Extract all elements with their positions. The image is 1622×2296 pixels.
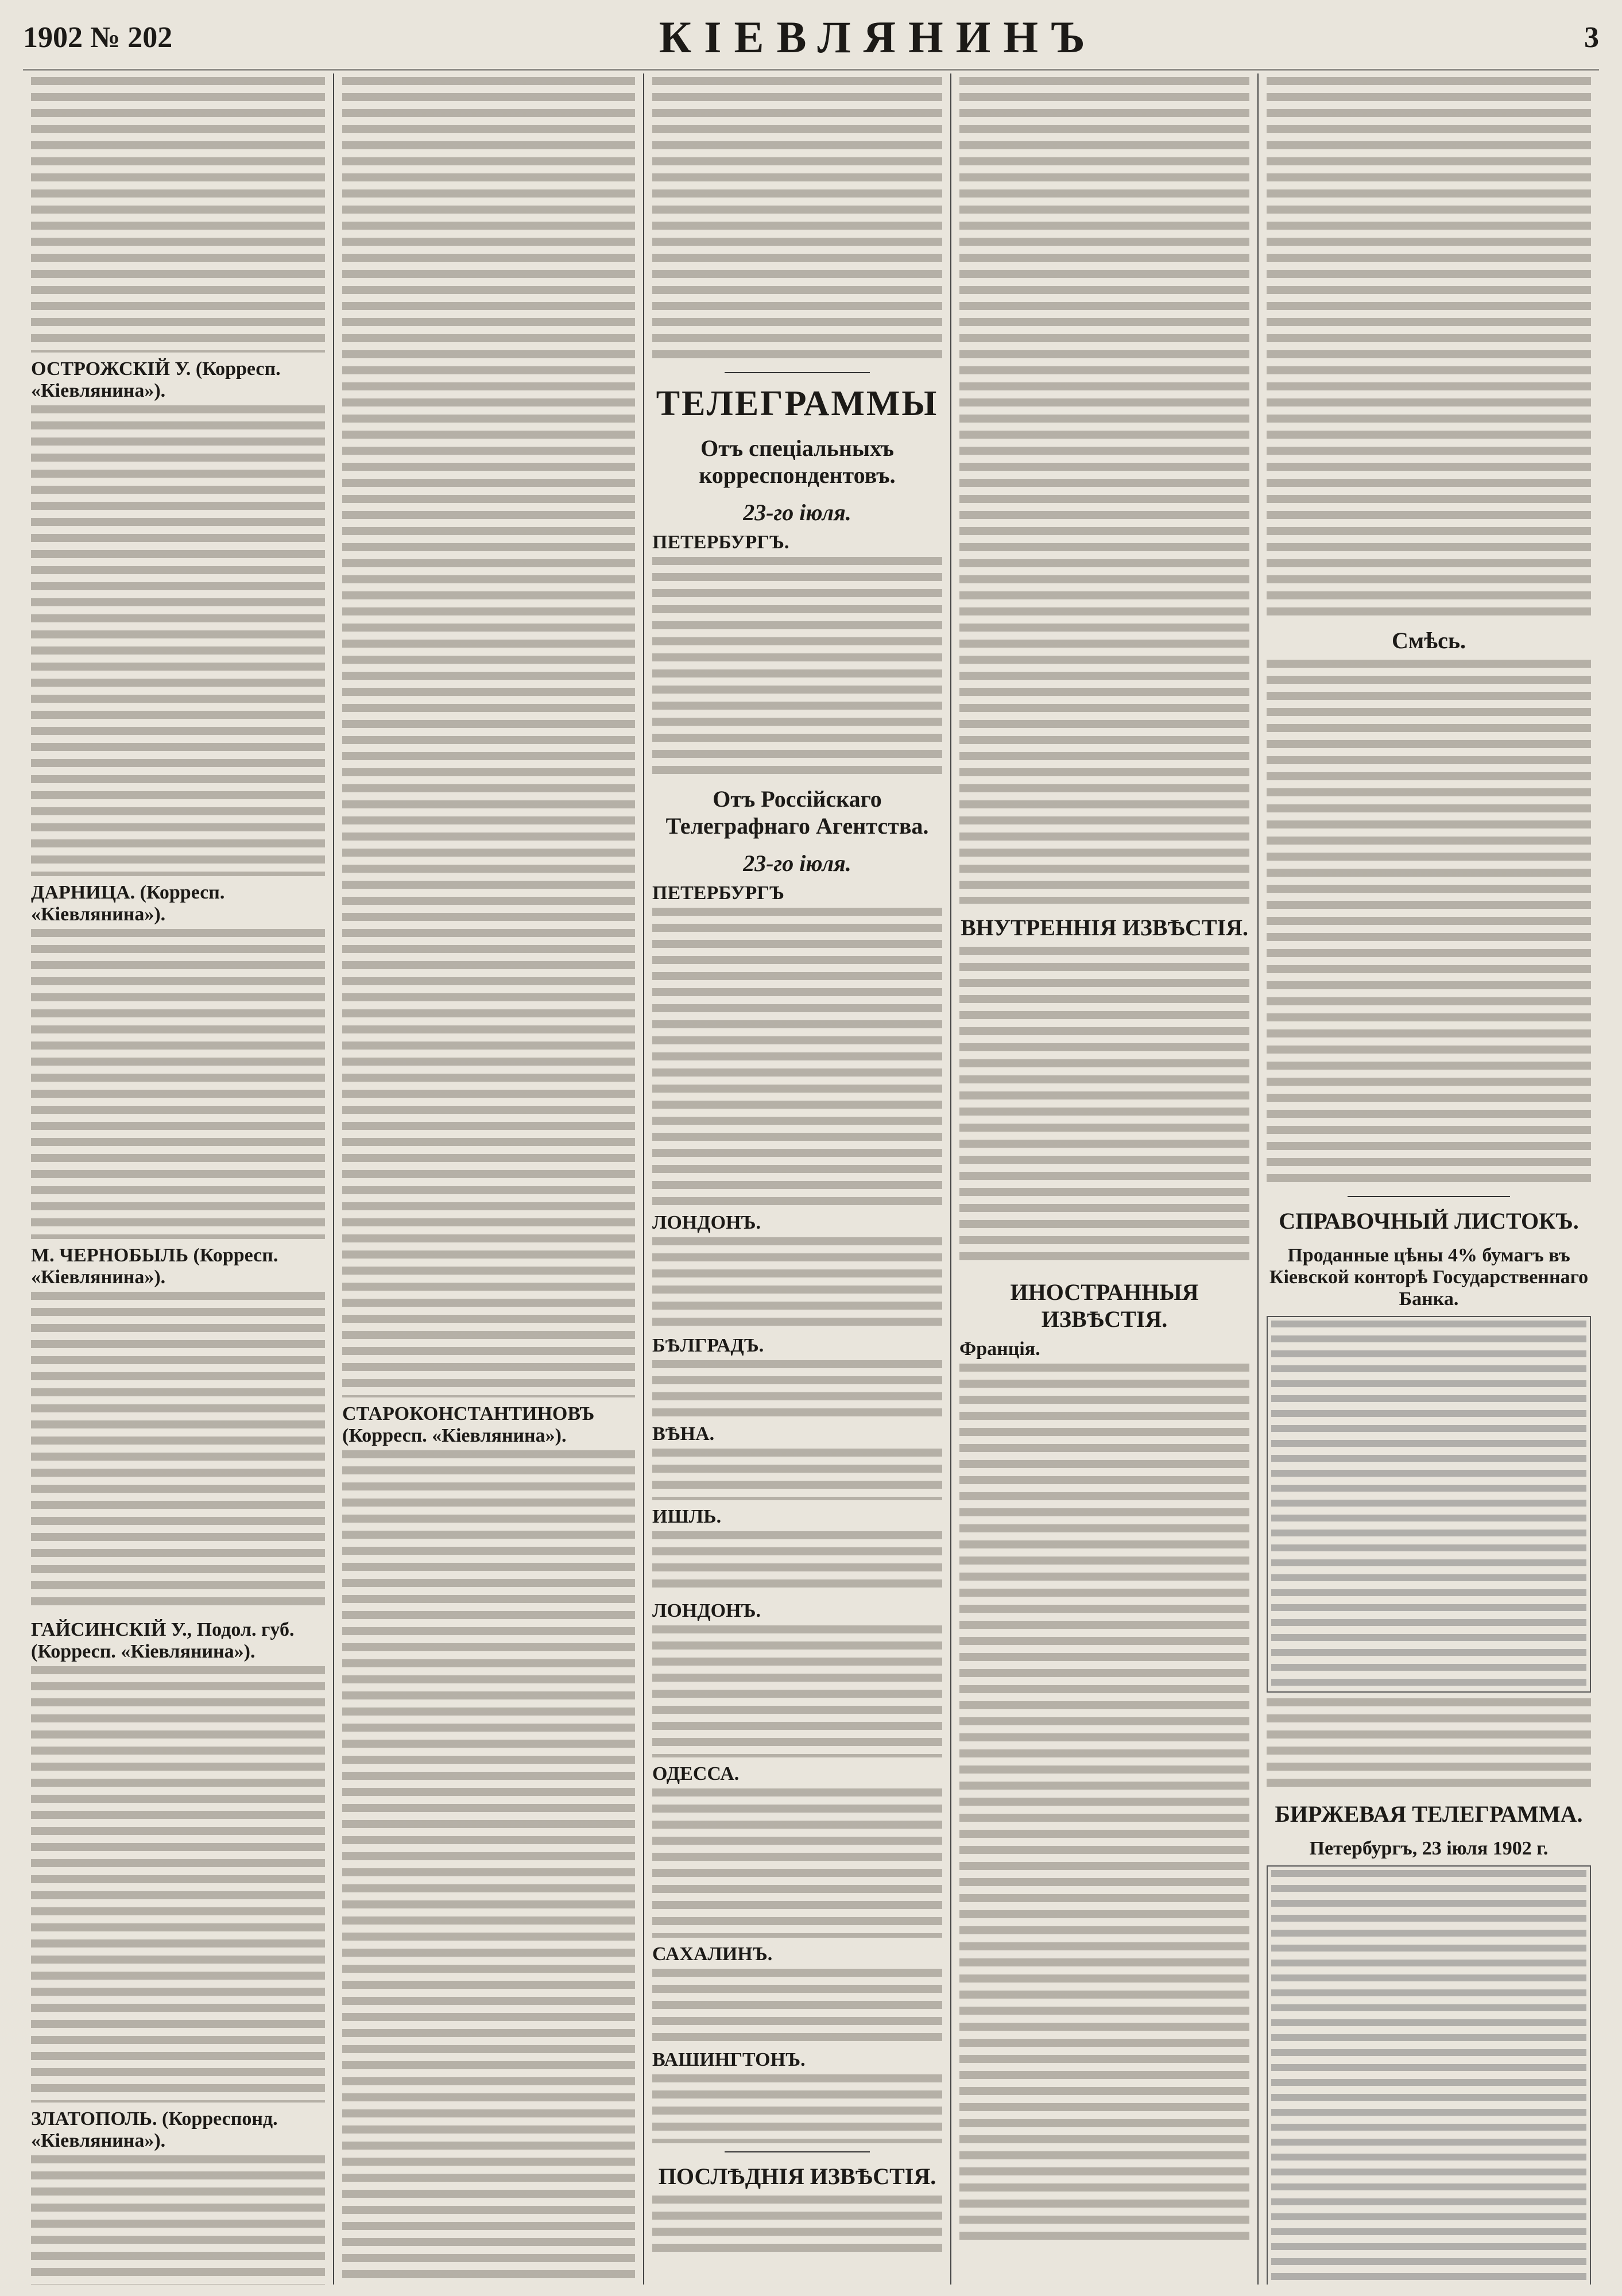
text-block [1267, 77, 1591, 617]
dateline: Франція. [959, 1338, 1040, 1360]
text-block [652, 1449, 942, 1500]
dateline: ВАШИНГТОНЪ. [652, 2049, 806, 2070]
section-subtitle: Петербургъ, 23 іюля 1902 г. [1309, 1838, 1549, 1859]
page-number: 3 [1584, 21, 1599, 54]
text-block [1267, 1698, 1591, 1790]
text-block [31, 929, 325, 1239]
masthead [23, 6, 1599, 71]
text-block [342, 77, 635, 1397]
dateline: ДАРНИЦА. (Корресп. «Кіевлянина»). [31, 882, 225, 925]
column-1 [23, 73, 333, 2285]
text-block [652, 1237, 942, 1329]
dateline: М. ЧЕРНОБЫЛЬ (Корресп. «Кіевлянина»). [31, 1245, 278, 1288]
text-block [652, 1625, 942, 1757]
section-subtitle: Отъ спеціальныхъ корреспондентовъ. [699, 435, 896, 488]
section-title: ПОСЛѢДНІЯ ИЗВѢСТІЯ. [658, 2163, 936, 2189]
section-title: ВНУТРЕННІЯ ИЗВѢСТІЯ. [960, 915, 1249, 940]
table-rows [1271, 1321, 1586, 1688]
securities-table [1267, 1316, 1591, 1693]
text-block [652, 2196, 942, 2253]
issue-number: 1902 № 202 [23, 21, 173, 54]
text-block [31, 1666, 325, 2103]
dateline: ЗЛАТОПОЛЬ. (Корреспонд. «Кіевлянина»). [31, 2108, 278, 2151]
text-block [31, 405, 325, 876]
section-subtitle: Проданные цѣны 4% бумагъ въ Кіевской конторѣ Государственнаго Банка. [1269, 1245, 1589, 1310]
section-title: БИРЖЕВАЯ ТЕЛЕГРАММА. [1275, 1801, 1583, 1827]
text-block [652, 1788, 942, 1938]
section-title: Смѣсь. [1391, 628, 1466, 653]
date-heading: 23-го іюля. [743, 500, 851, 525]
dateline: САХАЛИНЪ. [652, 1943, 773, 1965]
dateline: ГАЙСИНСКІЙ У., Подол. губ. (Корресп. «Кіевлянина»). [31, 1619, 295, 1662]
section-title: ТЕЛЕГРАММЫ [656, 384, 939, 423]
date-heading: 23-го іюля. [743, 850, 851, 876]
section-title: СПРАВОЧНЫЙ ЛИСТОКЪ. [1279, 1208, 1579, 1234]
dateline: ПЕТЕРБУРГЪ. [652, 532, 789, 553]
dateline: ОДЕССА. [652, 1763, 740, 1784]
exchange-table [1267, 1865, 1591, 2285]
text-block [652, 1969, 942, 2043]
text-block [652, 1360, 942, 1418]
dateline: ИШЛЬ. [652, 1506, 722, 1527]
table-rows [1271, 1870, 1586, 2285]
dateline: БѢЛГРАДЪ. [652, 1335, 764, 1356]
newspaper-title: КІЕВЛЯНИНЪ [659, 12, 1098, 62]
text-block [1267, 660, 1591, 1188]
section-title: ИНОСТРАННЫЯ ИЗВѢСТІЯ. [1010, 1279, 1199, 1332]
text-block [652, 908, 942, 1206]
text-block [652, 2074, 942, 2143]
dateline: ЛОНДОНЪ. [652, 1600, 761, 1621]
text-block [959, 947, 1249, 1268]
dateline: ОСТРОЖСКІЙ У. (Корресп. «Кіевлянина»). [31, 358, 281, 401]
text-block [342, 1450, 635, 2283]
dateline: ПЕТЕРБУРГЪ [652, 882, 784, 904]
divider [1348, 1196, 1510, 1197]
text-block [959, 1364, 1249, 2248]
dateline: ВѢНА. [652, 1423, 715, 1445]
divider [725, 2151, 870, 2152]
text-block [652, 1531, 942, 1594]
section-subtitle: Отъ Россійскаго Телеграфнаго Агентства. [665, 786, 929, 839]
text-block [31, 1292, 325, 1613]
text-block [652, 77, 942, 364]
text-block [652, 557, 942, 775]
column-4 [951, 73, 1257, 2285]
text-block [31, 77, 325, 353]
column-3 [644, 73, 950, 2285]
divider [725, 372, 870, 373]
dateline: СТАРОКОНСТАНТИНОВЪ (Корресп. «Кіевлянина»). [342, 1403, 595, 1446]
text-block [31, 2155, 325, 2285]
column-5 [1259, 73, 1599, 2285]
dateline: ЛОНДОНЪ. [652, 1212, 761, 1233]
text-block [959, 77, 1249, 904]
column-2 [334, 73, 643, 2285]
